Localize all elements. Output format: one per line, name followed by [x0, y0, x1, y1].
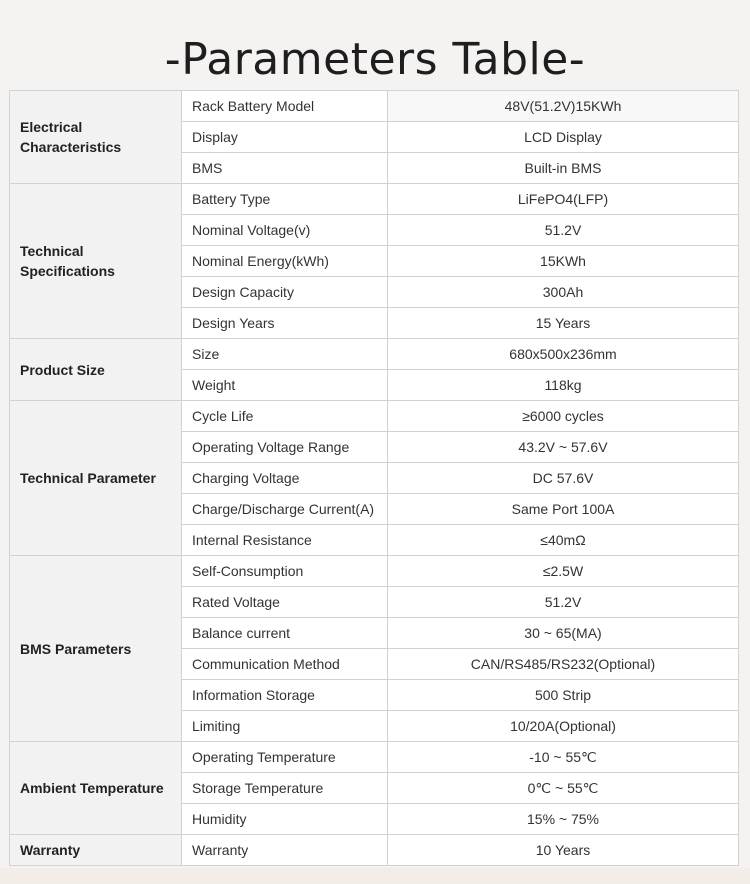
- parameters-table: [9, 90, 739, 866]
- parameter-value: 15% ~ 75%: [388, 804, 739, 835]
- parameter-value: 30 ~ 65(MA): [388, 618, 739, 649]
- parameter-value: CAN/RS485/RS232(Optional): [388, 649, 739, 680]
- parameter-value: 15 Years: [388, 308, 739, 339]
- parameter-name: Self-Consumption: [182, 556, 388, 587]
- parameter-name: Limiting: [182, 711, 388, 742]
- parameter-name: Design Capacity: [182, 277, 388, 308]
- parameter-name: Size: [182, 339, 388, 370]
- page-title: [0, 30, 750, 90]
- parameter-name: Charging Voltage: [182, 463, 388, 494]
- parameter-value: 43.2V ~ 57.6V: [388, 432, 739, 463]
- title-left-dash: -: [164, 34, 182, 85]
- parameter-value: 300Ah: [388, 277, 739, 308]
- group-label: Ambient Temperature: [10, 742, 182, 835]
- parameter-value: LiFePO4(LFP): [388, 184, 739, 215]
- group-label: Electrical Characteristics: [10, 91, 182, 184]
- table-row: [10, 91, 739, 122]
- parameter-value: 51.2V: [388, 215, 739, 246]
- parameter-value: 15KWh: [388, 246, 739, 277]
- parameter-name: Balance current: [182, 618, 388, 649]
- parameter-name: Humidity: [182, 804, 388, 835]
- title-right-dash: -: [568, 34, 586, 85]
- parameter-name: Nominal Voltage(v): [182, 215, 388, 246]
- table-row: [10, 184, 739, 215]
- parameter-name: Charge/Discharge Current(A): [182, 494, 388, 525]
- parameter-name: Weight: [182, 370, 388, 401]
- parameter-name: Warranty: [182, 835, 388, 866]
- parameter-value: Built-in BMS: [388, 153, 739, 184]
- table-row: [10, 339, 739, 370]
- parameter-value: 0℃ ~ 55℃: [388, 773, 739, 804]
- parameter-name: Communication Method: [182, 649, 388, 680]
- group-label: Technical Parameter: [10, 401, 182, 556]
- parameter-name: Information Storage: [182, 680, 388, 711]
- parameter-name: Rated Voltage: [182, 587, 388, 618]
- parameter-value: Same Port 100A: [388, 494, 739, 525]
- parameter-value: 680x500x236mm: [388, 339, 739, 370]
- table-row: [10, 556, 739, 587]
- parameters-table-container: [9, 90, 738, 866]
- parameter-name: Battery Type: [182, 184, 388, 215]
- parameter-name: Cycle Life: [182, 401, 388, 432]
- parameter-name: Rack Battery Model: [182, 91, 388, 122]
- parameter-value: LCD Display: [388, 122, 739, 153]
- parameter-name: Display: [182, 122, 388, 153]
- table-row: [10, 742, 739, 773]
- parameter-value: 118kg: [388, 370, 739, 401]
- group-label: BMS Parameters: [10, 556, 182, 742]
- parameter-name: Design Years: [182, 308, 388, 339]
- parameter-value: 48V(51.2V)15KWh: [388, 91, 739, 122]
- parameter-name: Nominal Energy(kWh): [182, 246, 388, 277]
- parameter-value: 500 Strip: [388, 680, 739, 711]
- parameter-name: Storage Temperature: [182, 773, 388, 804]
- parameter-value: 51.2V: [388, 587, 739, 618]
- table-row: [10, 835, 739, 866]
- group-label: Product Size: [10, 339, 182, 401]
- parameter-name: Internal Resistance: [182, 525, 388, 556]
- parameters-table-body: [10, 91, 739, 866]
- parameter-value: -10 ~ 55℃: [388, 742, 739, 773]
- table-row: [10, 401, 739, 432]
- parameter-value: ≥6000 cycles: [388, 401, 739, 432]
- parameter-value: ≤2.5W: [388, 556, 739, 587]
- parameter-name: BMS: [182, 153, 388, 184]
- parameter-value: ≤40mΩ: [388, 525, 739, 556]
- group-label: Technical Specifications: [10, 184, 182, 339]
- group-label: Warranty: [10, 835, 182, 866]
- parameter-value: 10 Years: [388, 835, 739, 866]
- parameter-name: Operating Voltage Range: [182, 432, 388, 463]
- title-text: Parameters Table: [181, 34, 569, 85]
- parameter-name: Operating Temperature: [182, 742, 388, 773]
- parameter-value: 10/20A(Optional): [388, 711, 739, 742]
- bottom-band: [0, 868, 750, 884]
- parameter-value: DC 57.6V: [388, 463, 739, 494]
